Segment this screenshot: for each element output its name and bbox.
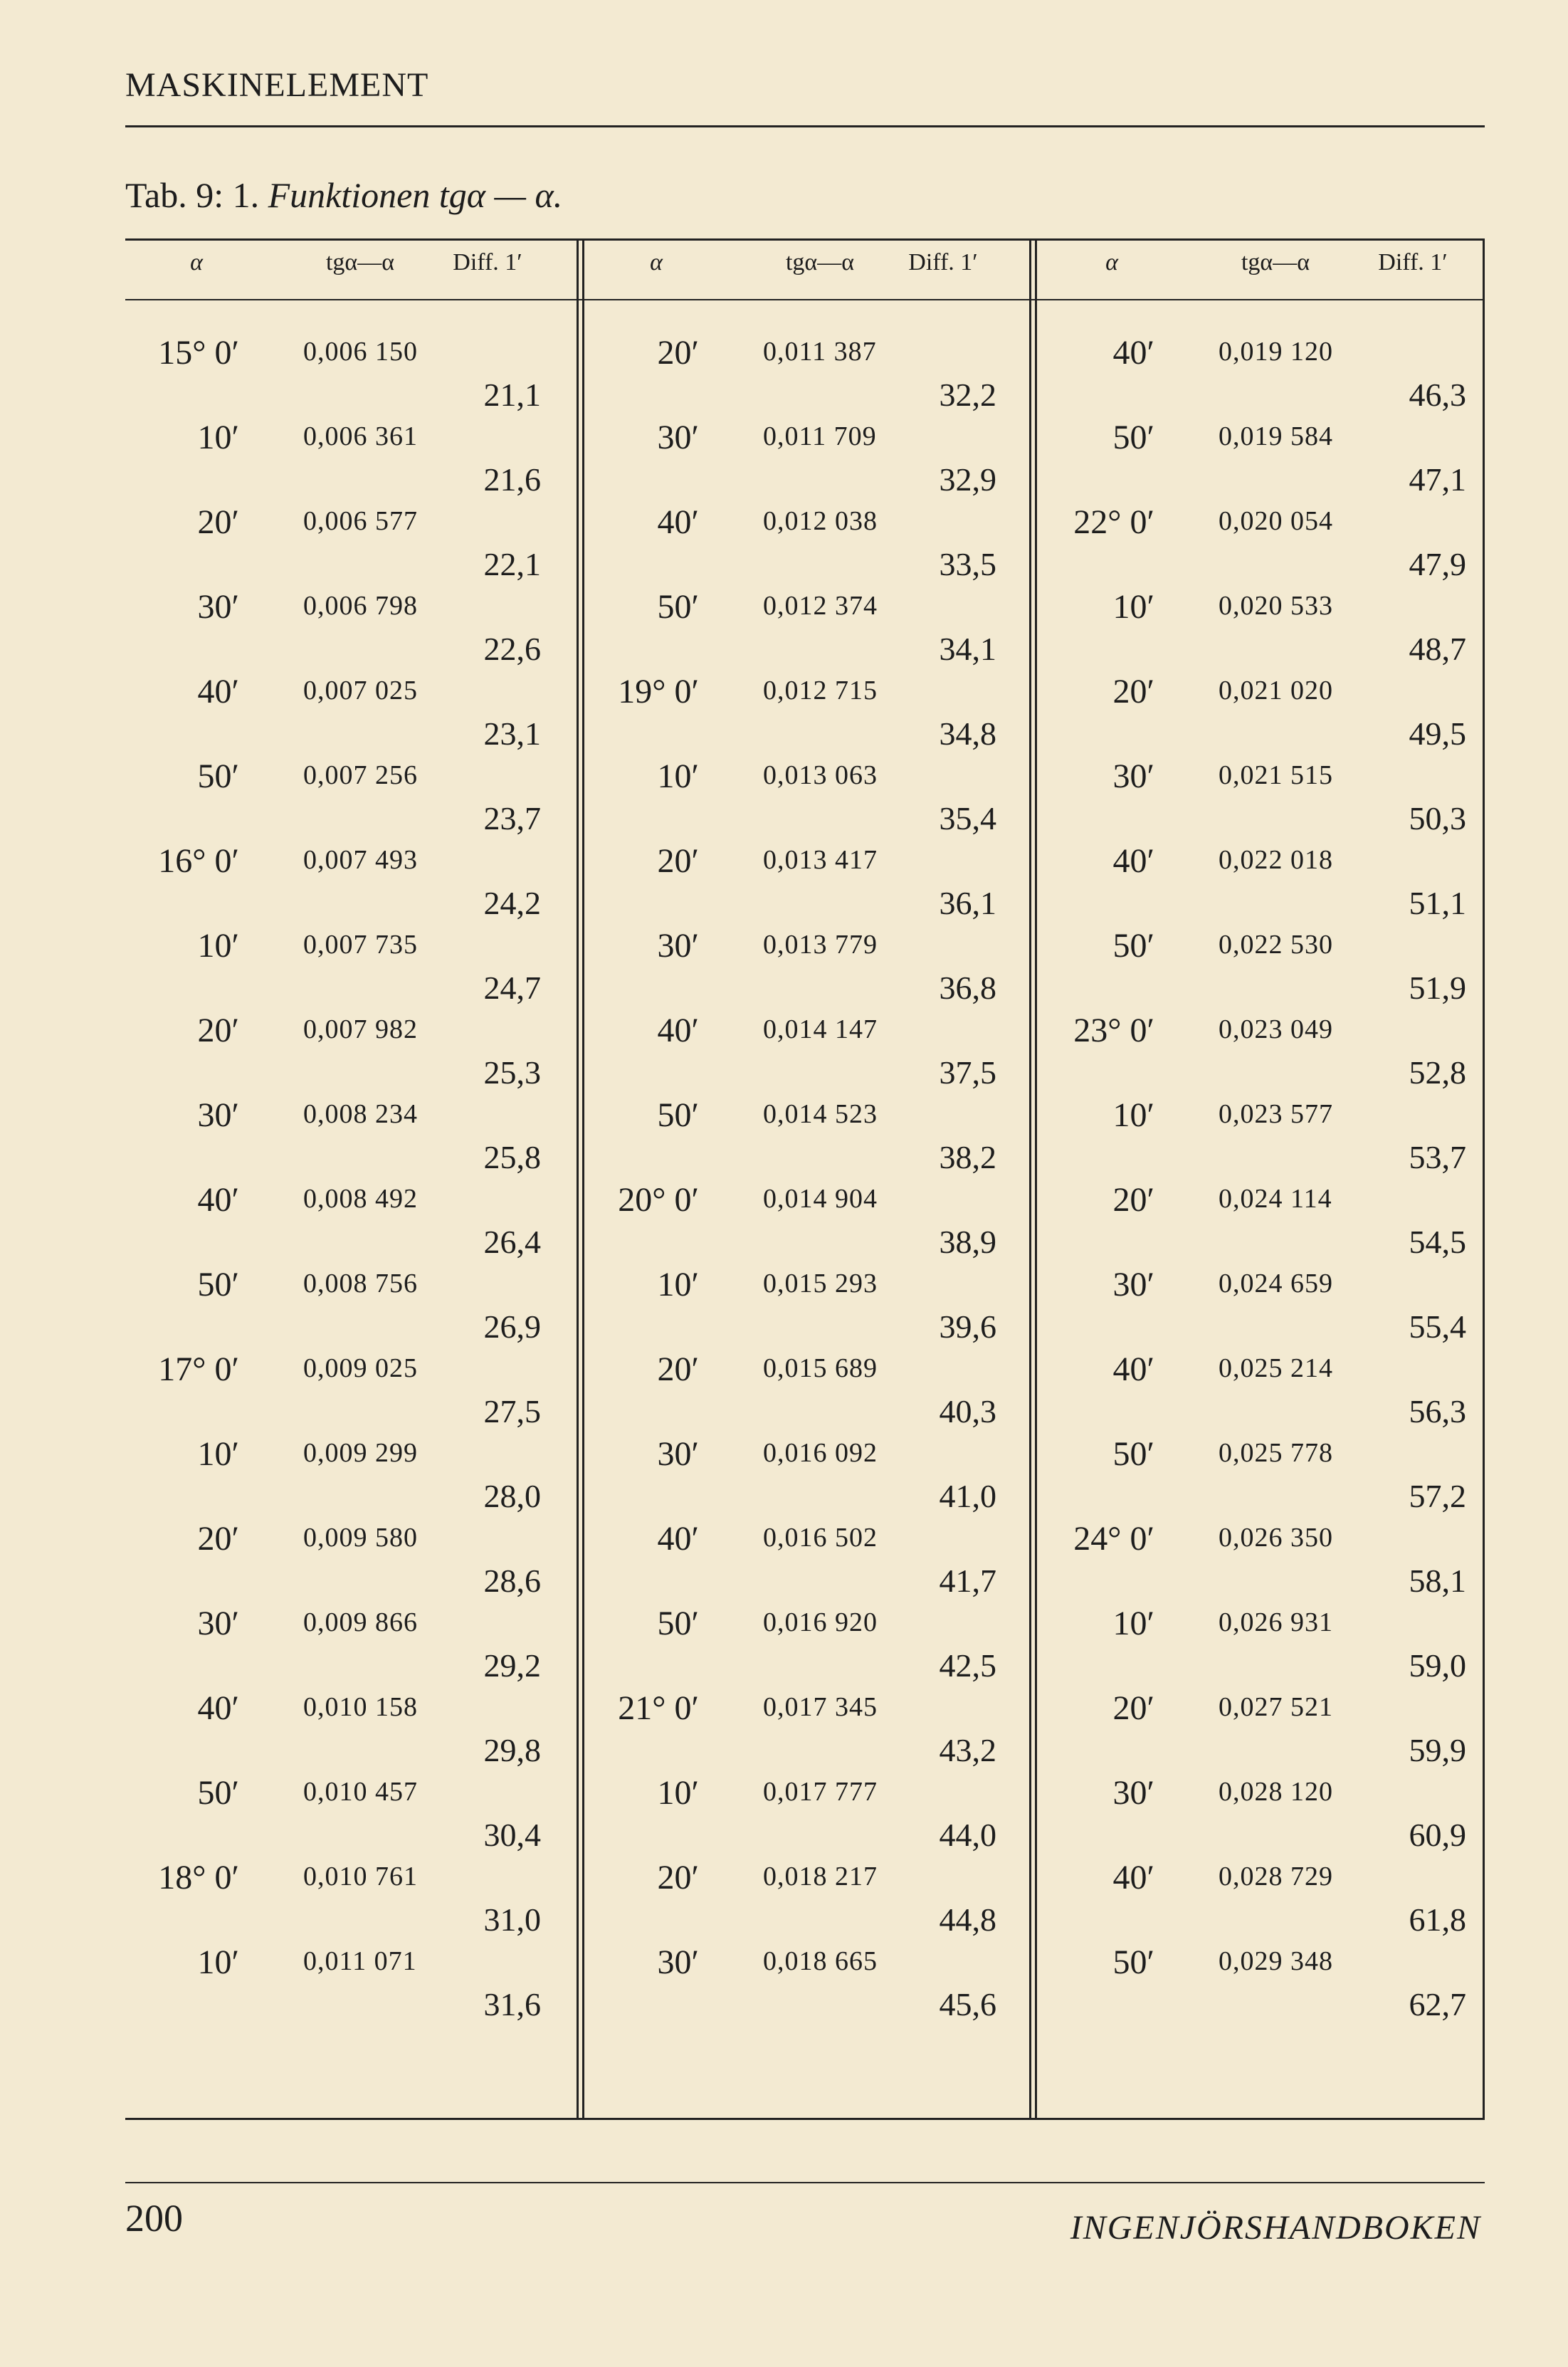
function-value-cell: 0,011 387 [763, 337, 877, 367]
caption-prefix: Tab. 9: 1. [125, 175, 260, 215]
angle-cell: 50′ [197, 1266, 239, 1303]
function-value-cell: 0,006 798 [303, 591, 418, 621]
difference-cell: 41,0 [939, 1477, 996, 1514]
function-value-cell: 0,022 530 [1219, 930, 1333, 960]
column-header-angle: α [1105, 249, 1118, 275]
angle-cell: 40′ [1112, 334, 1154, 372]
angle-cell: 30′ [657, 419, 699, 456]
angle-cell: 10′ [657, 1266, 699, 1303]
function-value-cell: 0,014 523 [763, 1099, 878, 1129]
function-value-cell: 0,026 350 [1219, 1523, 1333, 1553]
function-value-cell: 0,016 092 [763, 1438, 878, 1468]
angle-cell: 20° 0′ [618, 1181, 699, 1219]
difference-cell: 46,3 [1409, 376, 1466, 413]
difference-cell: 26,4 [483, 1223, 541, 1260]
difference-cell: 43,2 [939, 1731, 996, 1768]
function-value-cell: 0,017 777 [763, 1777, 878, 1807]
column-header-function: tgα—α [325, 249, 395, 275]
function-value-cell: 0,029 348 [1219, 1946, 1333, 1976]
difference-cell: 57,2 [1409, 1477, 1466, 1514]
difference-cell: 47,9 [1409, 545, 1466, 582]
function-value-cell: 0,018 217 [763, 1862, 878, 1891]
angle-cell: 10′ [1112, 588, 1154, 626]
table-caption [125, 174, 562, 216]
difference-cell: 55,4 [1409, 1308, 1466, 1345]
column-header-angle: α [650, 249, 663, 275]
function-value-cell: 0,020 533 [1219, 591, 1333, 621]
angle-cell: 22° 0′ [1073, 503, 1154, 541]
function-value-cell: 0,020 054 [1219, 506, 1333, 536]
difference-cell: 56,3 [1409, 1392, 1466, 1429]
angle-cell: 21° 0′ [618, 1689, 699, 1727]
angle-cell: 10′ [197, 1435, 239, 1473]
angle-cell: 40′ [197, 673, 239, 710]
function-value-cell: 0,015 293 [763, 1269, 878, 1298]
difference-cell: 60,9 [1409, 1816, 1466, 1853]
function-value-cell: 0,009 025 [303, 1353, 418, 1383]
difference-cell: 51,9 [1409, 969, 1466, 1006]
difference-cell: 24,2 [483, 884, 541, 921]
function-value-cell: 0,011 071 [303, 1946, 417, 1976]
angle-cell: 16° 0′ [158, 842, 239, 880]
column-header-diff: Diff. 1′ [1378, 249, 1448, 275]
function-value-cell: 0,012 715 [763, 676, 878, 705]
function-value-cell: 0,006 577 [303, 506, 418, 536]
function-value-cell: 0,009 866 [303, 1607, 418, 1637]
difference-cell: 31,0 [483, 1901, 541, 1938]
difference-cell: 62,7 [1409, 1985, 1466, 2022]
angle-cell: 40′ [1112, 842, 1154, 880]
angle-cell: 15° 0′ [158, 334, 239, 372]
angle-cell: 20′ [657, 1859, 699, 1896]
difference-cell: 23,7 [483, 799, 541, 836]
function-value-cell: 0,016 502 [763, 1523, 878, 1553]
angle-cell: 30′ [197, 588, 239, 626]
function-value-cell: 0,023 577 [1219, 1099, 1333, 1129]
function-value-cell: 0,010 761 [303, 1862, 418, 1891]
function-value-cell: 0,006 361 [303, 421, 418, 451]
angle-cell: 20′ [1112, 673, 1154, 710]
angle-cell: 50′ [657, 1096, 699, 1134]
difference-cell: 27,5 [483, 1392, 541, 1429]
difference-cell: 49,5 [1409, 715, 1466, 752]
function-value-cell: 0,014 904 [763, 1184, 878, 1214]
angle-cell: 40′ [1112, 1859, 1154, 1896]
function-value-cell: 0,017 345 [763, 1692, 878, 1722]
function-value-cell: 0,009 299 [303, 1438, 418, 1468]
angle-cell: 50′ [1112, 419, 1154, 456]
difference-cell: 36,8 [939, 969, 996, 1006]
function-value-cell: 0,028 729 [1219, 1862, 1333, 1891]
function-value-cell: 0,025 778 [1219, 1438, 1333, 1468]
running-head: MASKINELEMENT [125, 66, 429, 104]
difference-cell: 32,2 [939, 376, 996, 413]
angle-cell: 40′ [657, 503, 699, 541]
function-value-cell: 0,007 025 [303, 676, 418, 705]
function-value-cell: 0,019 584 [1219, 421, 1333, 451]
angle-cell: 20′ [1112, 1689, 1154, 1727]
angle-cell: 10′ [197, 419, 239, 456]
angle-cell: 50′ [1112, 1943, 1154, 1981]
function-value-cell: 0,024 659 [1219, 1269, 1333, 1298]
function-value-cell: 0,007 493 [303, 845, 418, 875]
angle-cell: 10′ [197, 927, 239, 965]
function-value-cell: 0,021 515 [1219, 760, 1333, 790]
function-value-cell: 0,015 689 [763, 1353, 878, 1383]
difference-cell: 47,1 [1409, 461, 1466, 498]
difference-cell: 26,9 [483, 1308, 541, 1345]
footer-rule [125, 2182, 1485, 2183]
difference-cell: 24,7 [483, 969, 541, 1006]
angle-cell: 17° 0′ [158, 1350, 239, 1388]
difference-cell: 38,9 [939, 1223, 996, 1260]
caption-title: Funktionen tgα — α. [268, 175, 563, 215]
function-value-cell: 0,008 756 [303, 1269, 418, 1298]
difference-cell: 61,8 [1409, 1901, 1466, 1938]
function-value-cell: 0,008 234 [303, 1099, 418, 1129]
column-separator [1035, 238, 1037, 2118]
difference-cell: 25,8 [483, 1138, 541, 1175]
angle-cell: 50′ [1112, 927, 1154, 965]
difference-cell: 30,4 [483, 1816, 541, 1853]
angle-cell: 20′ [197, 1012, 239, 1049]
difference-cell: 29,8 [483, 1731, 541, 1768]
angle-cell: 18° 0′ [158, 1859, 239, 1896]
function-value-cell: 0,010 457 [303, 1777, 418, 1807]
column-header-function: tgα—α [785, 249, 855, 275]
difference-cell: 42,5 [939, 1647, 996, 1684]
function-value-cell: 0,007 735 [303, 930, 418, 960]
angle-cell: 40′ [657, 1012, 699, 1049]
function-value-cell: 0,013 063 [763, 760, 878, 790]
angle-cell: 24° 0′ [1073, 1520, 1154, 1558]
right-border [1483, 238, 1485, 2118]
difference-cell: 28,6 [483, 1562, 541, 1599]
angle-cell: 40′ [657, 1520, 699, 1558]
angle-cell: 50′ [657, 1605, 699, 1642]
function-value-cell: 0,027 521 [1219, 1692, 1333, 1722]
function-value-cell: 0,006 150 [303, 337, 418, 367]
difference-cell: 36,1 [939, 884, 996, 921]
function-value-cell: 0,021 020 [1219, 676, 1333, 705]
difference-cell: 50,3 [1409, 799, 1466, 836]
difference-cell: 29,2 [483, 1647, 541, 1684]
table-bottom-rule [125, 2118, 1485, 2120]
difference-cell: 37,5 [939, 1054, 996, 1091]
angle-cell: 10′ [1112, 1605, 1154, 1642]
angle-cell: 30′ [197, 1096, 239, 1134]
angle-cell: 30′ [1112, 757, 1154, 795]
function-value-cell: 0,013 417 [763, 845, 878, 875]
function-value-cell: 0,019 120 [1219, 337, 1333, 367]
angle-cell: 40′ [197, 1689, 239, 1727]
difference-cell: 44,8 [939, 1901, 996, 1938]
function-value-cell: 0,012 374 [763, 591, 878, 621]
difference-cell: 33,5 [939, 545, 996, 582]
angle-cell: 30′ [657, 1943, 699, 1981]
difference-cell: 32,9 [939, 461, 996, 498]
angle-cell: 10′ [197, 1943, 239, 1981]
difference-cell: 34,8 [939, 715, 996, 752]
function-value-cell: 0,025 214 [1219, 1353, 1333, 1383]
difference-cell: 22,1 [483, 545, 541, 582]
function-value-cell: 0,009 580 [303, 1523, 418, 1553]
column-header-angle: α [190, 249, 203, 275]
table-top-rule [125, 238, 1485, 241]
column-separator [582, 238, 584, 2118]
difference-cell: 21,1 [483, 376, 541, 413]
angle-cell: 20′ [1112, 1181, 1154, 1219]
column-header-diff: Diff. 1′ [453, 249, 522, 275]
difference-cell: 54,5 [1409, 1223, 1466, 1260]
function-value-cell: 0,026 931 [1219, 1607, 1333, 1637]
difference-cell: 44,0 [939, 1816, 996, 1853]
angle-cell: 10′ [1112, 1096, 1154, 1134]
difference-cell: 59,0 [1409, 1647, 1466, 1684]
function-value-cell: 0,011 709 [763, 421, 877, 451]
function-value-cell: 0,022 018 [1219, 845, 1333, 875]
table-header-rule [125, 299, 1485, 300]
angle-cell: 20′ [657, 334, 699, 372]
angle-cell: 10′ [657, 1774, 699, 1812]
difference-cell: 45,6 [939, 1985, 996, 2022]
angle-cell: 50′ [197, 1774, 239, 1812]
angle-cell: 23° 0′ [1073, 1012, 1154, 1049]
angle-cell: 30′ [1112, 1774, 1154, 1812]
difference-cell: 35,4 [939, 799, 996, 836]
function-value-cell: 0,014 147 [763, 1014, 878, 1044]
difference-cell: 51,1 [1409, 884, 1466, 921]
angle-cell: 19° 0′ [618, 673, 699, 710]
difference-cell: 21,6 [483, 461, 541, 498]
difference-cell: 31,6 [483, 1985, 541, 2022]
column-separator [577, 238, 579, 2118]
difference-cell: 25,3 [483, 1054, 541, 1091]
angle-cell: 30′ [197, 1605, 239, 1642]
difference-cell: 28,0 [483, 1477, 541, 1514]
column-separator [1029, 238, 1031, 2118]
difference-cell: 39,6 [939, 1308, 996, 1345]
angle-cell: 20′ [197, 503, 239, 541]
difference-cell: 40,3 [939, 1392, 996, 1429]
function-value-cell: 0,028 120 [1219, 1777, 1333, 1807]
difference-cell: 34,1 [939, 630, 996, 667]
difference-cell: 58,1 [1409, 1562, 1466, 1599]
difference-cell: 59,9 [1409, 1731, 1466, 1768]
angle-cell: 40′ [1112, 1350, 1154, 1388]
header-rule [125, 125, 1485, 127]
function-value-cell: 0,018 665 [763, 1946, 878, 1976]
difference-cell: 38,2 [939, 1138, 996, 1175]
difference-cell: 23,1 [483, 715, 541, 752]
function-value-cell: 0,010 158 [303, 1692, 418, 1722]
angle-cell: 20′ [197, 1520, 239, 1558]
angle-cell: 30′ [657, 1435, 699, 1473]
difference-cell: 53,7 [1409, 1138, 1466, 1175]
function-value-cell: 0,013 779 [763, 930, 878, 960]
angle-cell: 20′ [657, 842, 699, 880]
function-value-cell: 0,023 049 [1219, 1014, 1333, 1044]
angle-cell: 50′ [1112, 1435, 1154, 1473]
angle-cell: 50′ [657, 588, 699, 626]
difference-cell: 48,7 [1409, 630, 1466, 667]
function-value-cell: 0,007 982 [303, 1014, 418, 1044]
book-title: INGENJÖRSHANDBOKEN [1070, 2209, 1481, 2247]
column-header-function: tgα—α [1241, 249, 1310, 275]
angle-cell: 40′ [197, 1181, 239, 1219]
column-header-diff: Diff. 1′ [908, 249, 978, 275]
difference-cell: 41,7 [939, 1562, 996, 1599]
angle-cell: 50′ [197, 757, 239, 795]
angle-cell: 20′ [657, 1350, 699, 1388]
angle-cell: 30′ [1112, 1266, 1154, 1303]
angle-cell: 30′ [657, 927, 699, 965]
page-number: 200 [125, 2197, 183, 2240]
angle-cell: 10′ [657, 757, 699, 795]
difference-cell: 22,6 [483, 630, 541, 667]
difference-cell: 52,8 [1409, 1054, 1466, 1091]
function-value-cell: 0,016 920 [763, 1607, 878, 1637]
function-value-cell: 0,012 038 [763, 506, 878, 536]
function-value-cell: 0,024 114 [1219, 1184, 1332, 1214]
function-value-cell: 0,008 492 [303, 1184, 418, 1214]
function-value-cell: 0,007 256 [303, 760, 418, 790]
